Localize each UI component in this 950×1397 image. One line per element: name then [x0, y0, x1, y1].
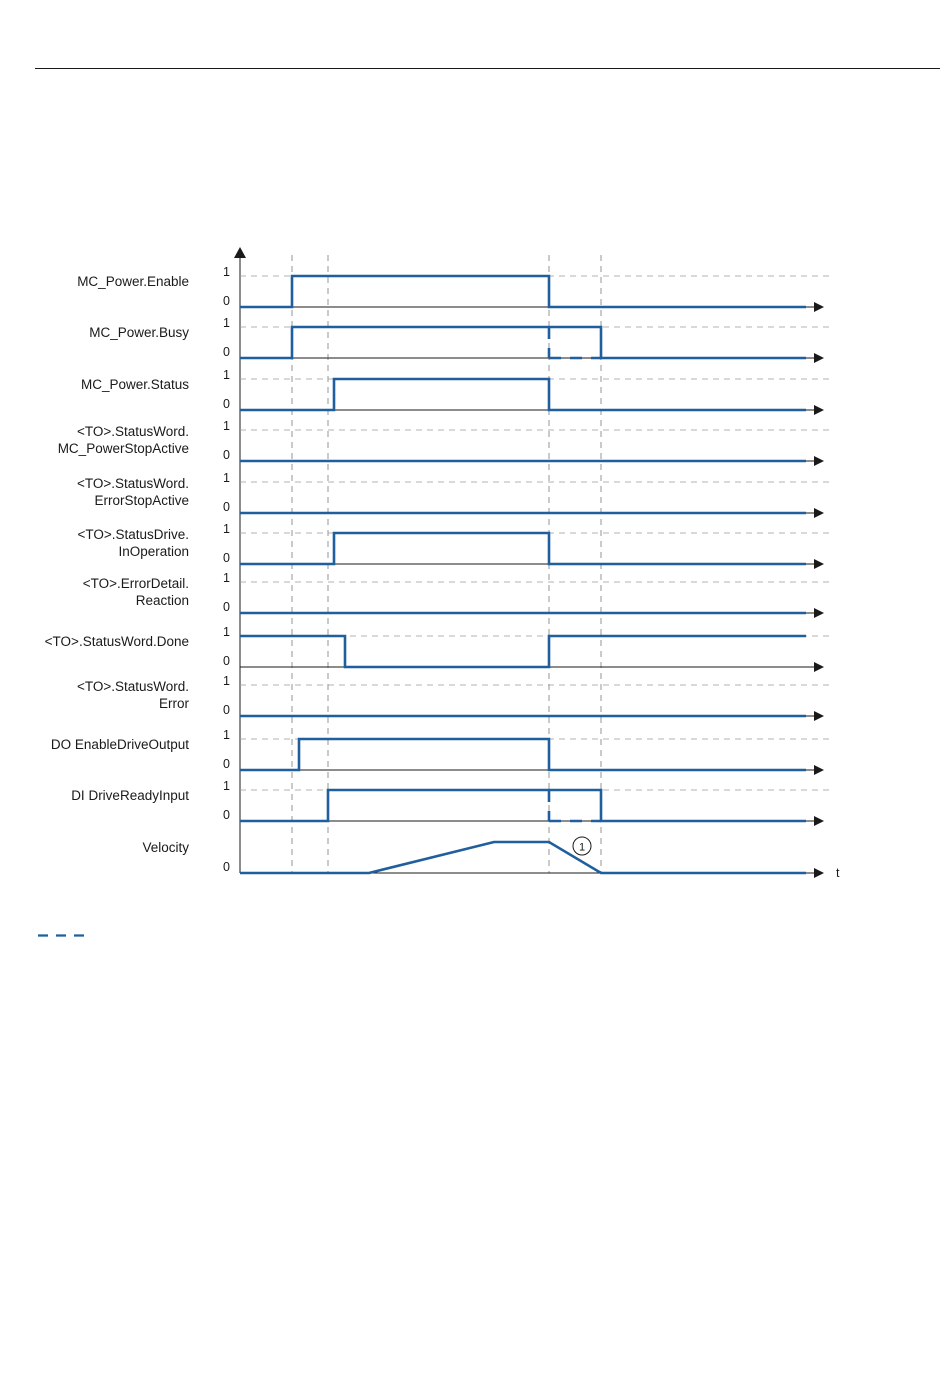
- level-low-label: 0: [223, 500, 230, 514]
- level-high-label: 1: [223, 674, 230, 688]
- level-high-label: 1: [223, 368, 230, 382]
- level-high-label: 1: [223, 728, 230, 742]
- level-high-label: 1: [223, 522, 230, 536]
- level-low-label: 0: [223, 860, 230, 874]
- time-axis-label: t: [836, 866, 840, 880]
- signal-label: <TO>.StatusWord. MC_PowerStopActive: [57, 424, 189, 456]
- signal-trace: [240, 533, 806, 564]
- signal-trace: [240, 636, 806, 667]
- level-high-label: 1: [223, 625, 230, 639]
- vertical-axis-arrow-icon: [234, 247, 246, 258]
- level-low-label: 0: [223, 294, 230, 308]
- level-high-label: 1: [223, 471, 230, 485]
- signal-trace: [240, 790, 806, 821]
- level-low-label: 0: [223, 808, 230, 822]
- callout: [573, 837, 591, 855]
- signal-label: MC_Power.Busy: [89, 325, 189, 340]
- signal-trace: [240, 842, 806, 873]
- level-low-label: 0: [223, 551, 230, 565]
- signal-row-statusword-mc-powerstopactive: [58, 419, 830, 462]
- signal-label: <TO>.ErrorDetail. Reaction: [82, 576, 189, 608]
- signal-row-errordetail-reaction: [83, 571, 830, 614]
- signal-row-mc-power-enable: [77, 265, 830, 308]
- signal-trace: [240, 276, 806, 307]
- signal-label: <TO>.StatusDrive. InOperation: [77, 527, 189, 559]
- callout-number: 1: [578, 841, 586, 854]
- signal-label: <TO>.StatusWord.Done: [44, 634, 189, 649]
- signal-label: MC_Power.Status: [80, 377, 189, 392]
- legend-dashed-line: [38, 934, 92, 937]
- level-high-label: 1: [223, 316, 230, 330]
- signal-row-do-enabledriveoutput: [51, 728, 830, 771]
- signal-row-mc-power-status: [81, 368, 830, 411]
- level-low-label: 0: [223, 397, 230, 411]
- level-low-label: 0: [223, 448, 230, 462]
- level-low-label: 0: [223, 654, 230, 668]
- signal-label: <TO>.StatusWord. Error: [76, 679, 189, 711]
- signal-label: MC_Power.Enable: [77, 274, 189, 289]
- level-low-label: 0: [223, 600, 230, 614]
- signal-row-velocity: [142, 840, 823, 874]
- level-low-label: 0: [223, 703, 230, 717]
- signal-row-di-drivereadyinput: [71, 779, 830, 822]
- signal-label: Velocity: [142, 840, 189, 855]
- signal-trace: [240, 739, 806, 770]
- signal-label: DI DriveReadyInput: [71, 788, 189, 803]
- signal-row-statusdrive-inoperation: [77, 522, 830, 565]
- signal-trace: [240, 327, 806, 358]
- level-high-label: 1: [223, 419, 230, 433]
- level-high-label: 1: [223, 779, 230, 793]
- signal-label: <TO>.StatusWord. ErrorStopActive: [76, 476, 189, 508]
- signal-row-mc-power-busy: [89, 316, 830, 359]
- signal-row-statusword-error: [77, 674, 830, 717]
- level-low-label: 0: [223, 345, 230, 359]
- signal-row-statusword-errorstopactive: [77, 471, 830, 514]
- level-low-label: 0: [223, 757, 230, 771]
- signal-trace: [240, 379, 806, 410]
- level-high-label: 1: [223, 265, 230, 279]
- signal-label: DO EnableDriveOutput: [50, 737, 189, 752]
- signal-row-statusword-done: [45, 625, 830, 668]
- level-high-label: 1: [223, 571, 230, 585]
